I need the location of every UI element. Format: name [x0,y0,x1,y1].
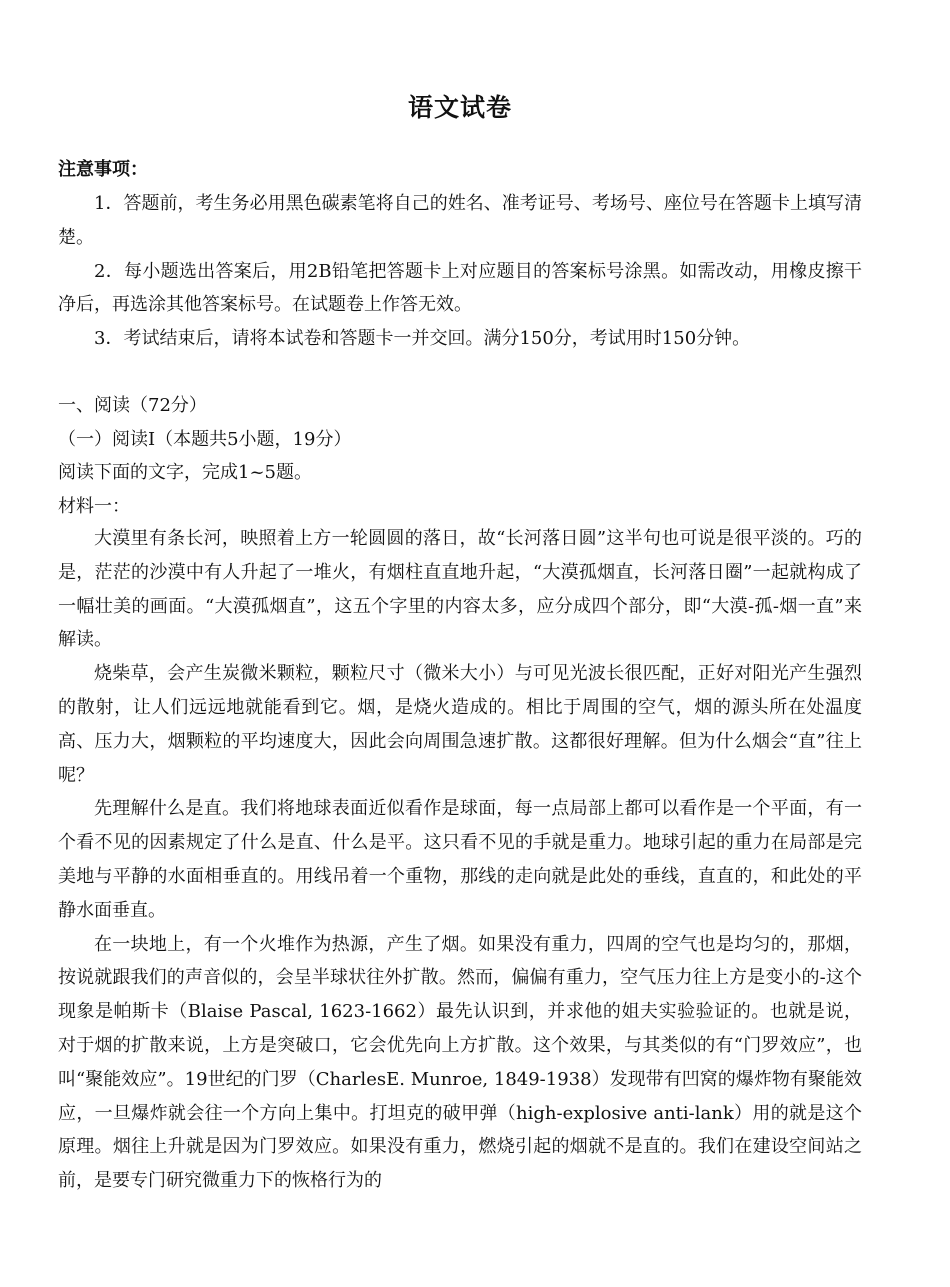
notice-item-3: 3．考试结束后，请将本试卷和答题卡一并交回。满分150分，考试用时150分钟。 [94,328,751,350]
passage-paragraph-1: 大漠里有条长河，映照着上方一轮圆圆的落日，故“长河落日圆”这半句也可说是很平淡的。巧的是，茫茫的沙漠中有人升起了一堆火，有烟柱直直地升起，“大漠孤烟直，长河落日圈”一起就构成了一幅壮美的画面。“大漠孤烟直”，这五个字里的内容太多，应分成四个部分，即“大漠-孤-烟一直”来解读。 [58,528,862,651]
passage-paragraph-4: 在一块地上，有一个火堆作为热源，产生了烟。如果没有重力，四周的空气也是均匀的，那烟，按说就跟我们的声音似的，会呈半球状往外扩散。然而，偏偏有重力，空气压力往上方是变小的-这个现象是帕斯卡（Blaise Pascal, 1623-1662）最先认识到，并求他的姐夫实验验证的。也就是说，对于烟的扩散来说，上方是突破口，它会优先向上方扩散。这个效果，与其类似的有“门罗效应”，也叫“聚能效应”。19世纪的门罗（CharlesE. Munroe, 1849-1938）发现带有凹窝的爆炸物有聚能效应，一旦爆炸就会往一个方向上集中。打坦克的破甲弹（high-explosive anti-lank）用的就是这个原理。烟往上升就是因为门罗效应。如果没有重力，燃烧引起的烟就不是直的。我们在建设空间站之前，是要专门研究微重力下的恢格行为的 [58,933,862,1192]
page-title: 语文试卷 [407,93,512,122]
section-header [58,389,862,523]
notice-heading: 注意事项： [58,159,148,180]
passage-paragraph-2: 烧柴草，会产生炭微米颗粒，颗粒尺寸（微米大小）与可见光波长很匹配，正好对阳光产生强烈的散射，让人们远远地就能看到它。烟，是烧火造成的。相比于周围的空气，烟的源头所在处温度高、压力大，烟颗粒的平均速度大，因此会向周围急速扩散。这都很好理解。但为什么烟会“直”往上呢？ [58,663,862,786]
reading-passage [58,522,862,1198]
material-label: 材料一： [58,495,130,517]
notice-item-1: 1．答题前，考生务必用黑色碳素笔将自己的姓名、准考证号、考场号、座位号在答题卡上填写清楚。 [58,193,862,248]
section-instruction: 阅读下面的文字，完成1~5题。 [58,462,312,484]
passage-paragraph-3: 先理解什么是直。我们将地球表面近似看作是球面，每一点局部上都可以看作是一个平面，有一个看不见的因素规定了什么是直、什么是平。这只看不见的手就是重力。地球引起的重力在局部是完美地与平静的水面相垂直的。用线吊着一个重物，那线的走向就是此处的垂线，直直的，和此处的平静水面垂直。 [58,798,862,921]
section-part-heading: 一、阅读（72分） [58,395,207,416]
section-subpart-heading: （一）阅读I（本题共5小题，19分） [58,428,352,450]
notice-item-2: 2．每小题选出答案后，用2B铅笔把答题卡上对应题目的答案标号涂黑。如需改动，用橡皮擦干净后，再选涂其他答案标号。在试题卷上作答无效。 [58,260,862,316]
notice-list [58,187,862,356]
